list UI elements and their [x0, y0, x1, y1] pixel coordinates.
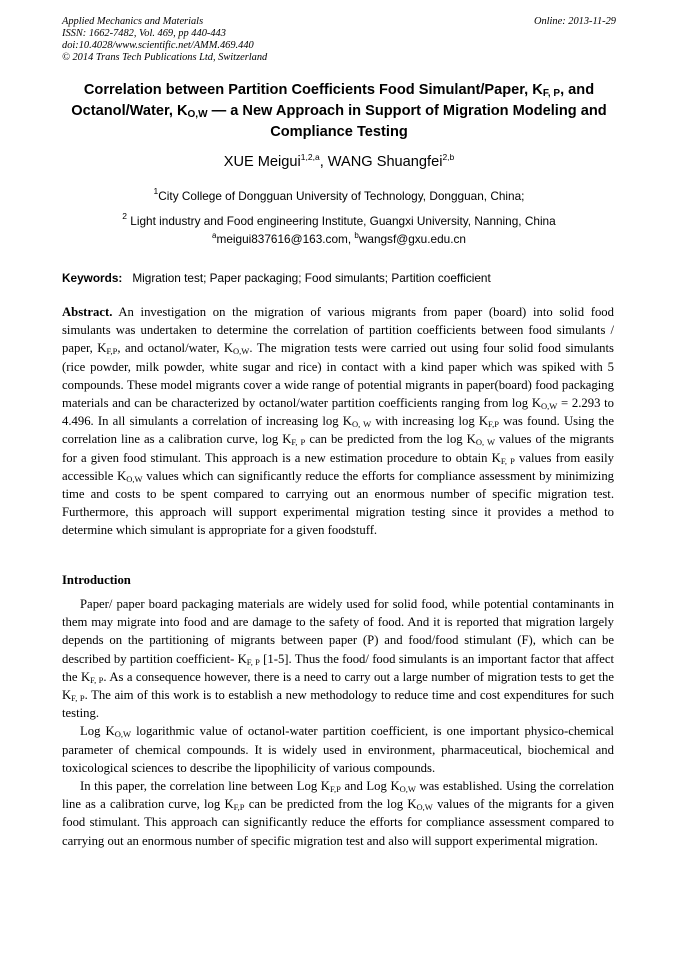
keywords-label: Keywords:: [62, 271, 123, 285]
keywords: [62, 270, 616, 286]
author-name: WANG Shuangfei: [327, 154, 443, 170]
affiliation-2: $^2$ Light industry and Food engineering Institute, Guangxi University, Nanning, China: [122, 211, 556, 228]
email-link[interactable]: wangsf@gxu.edu.cn: [358, 232, 466, 246]
journal-copyright: © 2014 Trans Tech Publications Ltd, Switzerland: [62, 52, 268, 63]
paper-title: Correlation between Partition Coefficients Food Simulant/Paper, $K_{F, P}$, and Octanol/Water, $K_{O,W}$ — a New Approach in Support of Migration Modeling and Compliance Testing: [71, 82, 607, 140]
author-emails: $^a$meigui837616@163.com, $^b$wangsf@gxu.edu.cn: [212, 231, 466, 246]
keywords-text: Migration test; Paper packaging; Food simulants; Partition coefficient: [132, 271, 491, 285]
online-date: Online: 2013-11-29: [533, 16, 616, 27]
author-name: XUE Meigui: [223, 154, 301, 170]
section-heading-introduction: Introduction: [62, 573, 131, 587]
introduction-body: [62, 595, 614, 850]
abstract: Abstract. An investigation on the migration of various migrants from paper (board) into solid food simulants was undertaken to determine the correlation of partition coefficients between food simulants / paper, $K_{F,P}$, and octanol/water, $K_{O,W}$. The migration tests were carried out using four solid food simulants (rice powder, milk powder, white sugar and rice) in contact with a kind paper which was spiked with 5 compounds. These model migrants cover a wide range of potential migrants in paper(board) food packaging materials and can be characterized by octanol/water partition coefficients ranging from $\log K_{O,W} = 2.293$ to 4.496. In all simulants a correlation of increasing $\log K_{O, W}$ with increasing $\log K_{F,P}$ was found. Using the correlation line as a calibration curve, $\log K_{F, P}$ can be predicted from the $\log K_{O, W}$ values of the migrants for a given food stimulant. This approach is a new estimation procedure to obtain $K_{F, P}$ values from easily accessible $K_{O,W}$ values which can significantly reduce the efforts for compliance assessment by minimizing time and costs to be spent compared to carrying out an enormous number of specific migration test. Furthermore, this approach will support experimental migration testing since it provides a method to determine which simulant is appropriate for a given foodstuff.: [62, 305, 615, 538]
journal-header: [62, 16, 267, 64]
abstract-label: Abstract.: [62, 305, 113, 319]
paragraph: Log $K_{O,W}$ logarithmic value of octanol-water partition coefficient, is one important physico-chemical parameter of chemical compounds. It is widely used in environment, pharmaceutical, biochemical and toxicological sciences to describe the lipophilicity of various compounds.: [62, 724, 614, 775]
journal-name: Applied Mechanics and Materials: [62, 16, 204, 27]
paragraph: Paper/ paper board packaging materials are widely used for solid food, while potential contaminants in them may migrate into food and are damage to the safety of food. And it is reported that migration largely depends on the partitioning of migrants between paper (P) and food/food stimulant (F), which can be described by partition coefficient- $K_{F, P}$ [1-5]. Thus the food/ food simulants is an important factor that affect the $K_{F, P}$. As a consequence however, there is a need to carry out a large number of migration tests to get the $K_{F, P}$. The aim of this work is to establish a new methodology to reduce time and cost expenditures for such testing.: [62, 597, 614, 721]
email-link[interactable]: meigui837616@163.com,: [216, 232, 355, 246]
author-list: XUE Meigui$^{1,2,a}$, WANG Shuangfei$^{2,b}$: [223, 152, 455, 170]
journal-doi[interactable]: doi:10.4028/www.scientific.net/AMM.469.440: [62, 40, 254, 51]
journal-issn: ISSN: 1662-7482, Vol. 469, pp 440-443: [62, 28, 226, 39]
paragraph: In this paper, the correlation line between Log $K_{F,P}$ and Log $K_{O,W}$ was established. Using the correlation line as a calibration curve, $\log K_{F,P}$ can be predicted from the $\log K_{O,W}$ values of the migrants for a given food stimulant. This approach can significantly reduce the efforts for compliance assessment compared to carrying out an enormous number of specific migration test and also will support experimental migration.: [62, 779, 615, 848]
affiliation-1: $^1$City College of Dongguan University of Technology, Dongguan, China;: [153, 186, 525, 203]
